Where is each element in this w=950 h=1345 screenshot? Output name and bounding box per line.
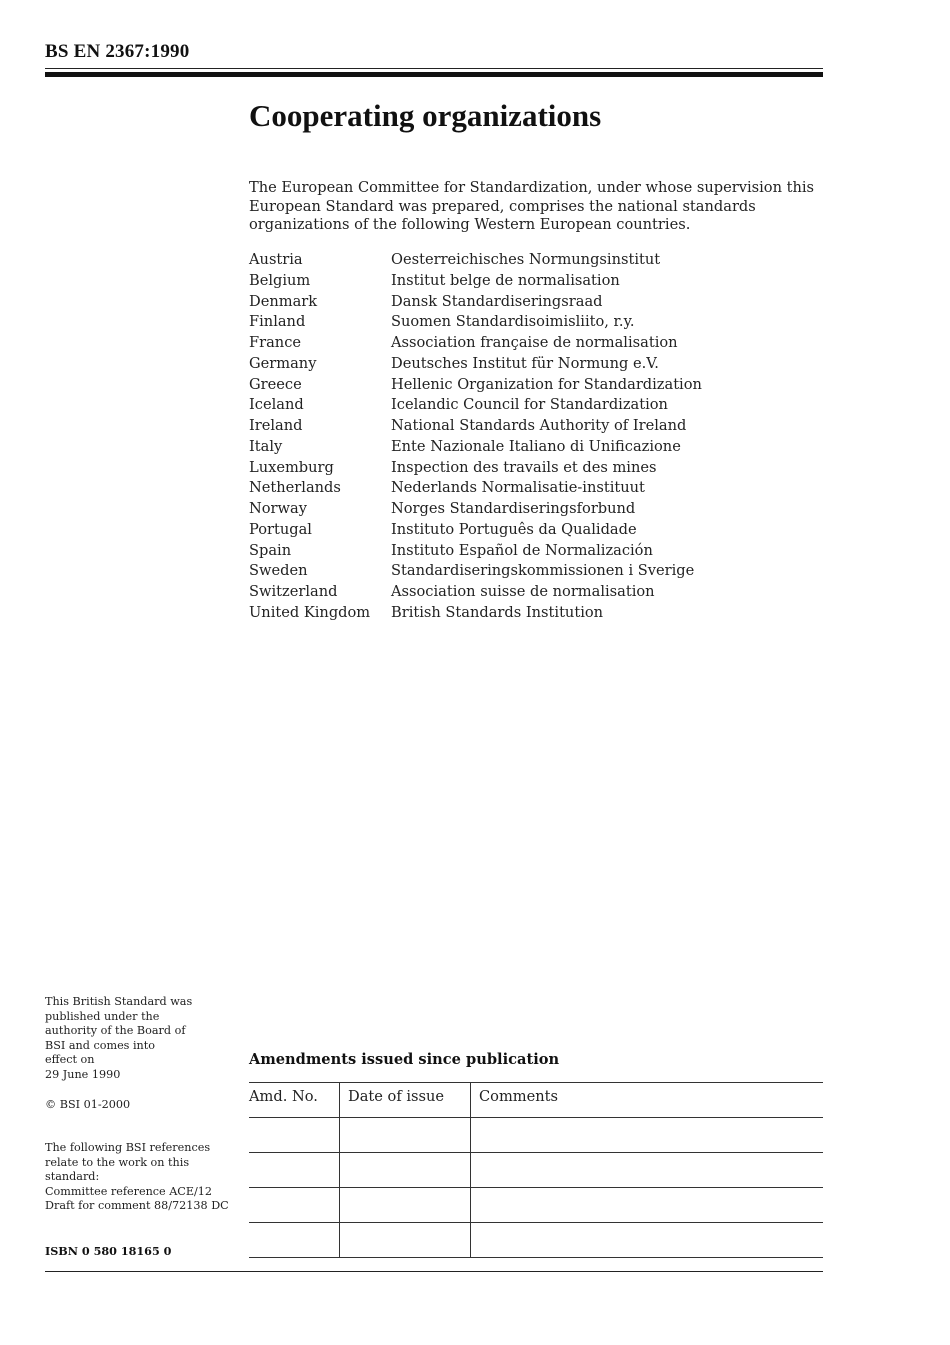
publication-note-line: authority of the Board of [45,1024,186,1037]
amendment-row [249,1118,823,1153]
organization-country: Luxemburg [249,458,334,476]
organization-row [249,416,809,437]
organization-body: Inspection des travails et des mines [391,458,657,476]
intro-paragraph: The European Committee for Standardization, under whose supervision this European Standard was prepared, comprises the national standards organizations of the following Western European countries. [249,179,815,233]
amendment-cell [471,1223,824,1258]
organization-body: Instituto Español de Normalización [391,541,653,559]
header-rule-thick [45,72,823,77]
publication-note-line: This British Standard was [45,995,193,1008]
organization-body: Association française de normalisation [391,334,678,351]
organization-body: National Standards Authority of Ireland [391,417,687,434]
publication-note-line: 29 June 1990 [45,1067,121,1081]
references-note-line: The following BSI references [45,1141,211,1154]
references-note-line: standard: [45,1170,100,1183]
organization-country: Greece [249,375,302,393]
organization-body: Standardiseringskommissionen i Sverige [391,562,695,580]
organization-row [249,271,809,292]
organization-country: Germany [249,354,317,372]
organization-body: Association suisse de normalisation [391,583,655,600]
amendment-row [249,1223,823,1258]
references-note [45,1141,240,1214]
references-note-line: relate to the work on this [45,1155,190,1169]
publication-note-line: published under the [45,1009,160,1023]
organization-country: Netherlands [249,479,341,497]
column-header-date-of-issue: Date of issue [340,1083,471,1118]
column-header-comments: Comments [471,1083,824,1118]
copyright-note: © BSI 01-2000 [45,1098,131,1111]
page-title: Cooperating organizations [249,98,602,133]
organization-body: Suomen Standardisoimisliito, r.y. [391,313,635,331]
organization-body: Norges Standardiseringsforbund [391,500,636,517]
organization-row [249,541,809,562]
amendment-row [249,1153,823,1188]
publication-note-line: BSI and comes into [45,1038,155,1052]
organization-body: Instituto Português da Qualidade [391,520,637,538]
organization-body: Institut belge de normalisation [391,271,620,289]
amendment-cell [249,1188,340,1223]
amendment-cell [471,1153,824,1188]
organization-body: Nederlands Normalisatie-instituut [391,479,645,497]
publication-note-line: effect on [45,1053,95,1066]
document-code: BS EN 2367:1990 [45,41,190,62]
amendment-row [249,1188,823,1223]
amendment-cell [249,1223,340,1258]
organization-country: Switzerland [249,583,338,600]
organization-body: British Standards Institution [391,603,604,621]
amendment-cell [471,1118,824,1153]
organization-row [249,478,809,499]
organizations-list [249,250,809,624]
organization-body: Dansk Standardiseringsraad [391,292,603,310]
amendments-header-row [249,1083,823,1118]
column-header-amd-no: Amd. No. [249,1083,340,1118]
organization-country: Austria [249,251,303,268]
amendments-table [249,1082,823,1258]
organization-body: Hellenic Organization for Standardization [391,375,702,393]
organization-row [249,312,809,333]
organization-country: Norway [249,500,307,517]
organization-row [249,354,809,375]
amendment-cell [471,1188,824,1223]
amendment-cell [340,1223,471,1258]
organization-country: Iceland [249,396,304,414]
amendment-cell [340,1153,471,1188]
organization-row [249,582,809,603]
organization-row [249,499,809,520]
organization-country: Sweden [249,562,308,580]
organization-country: Belgium [249,271,311,289]
references-note-line: Committee reference ACE/12 [45,1184,213,1198]
organization-country: Portugal [249,520,312,538]
organization-row [249,458,809,479]
organization-row [249,437,809,458]
organization-country: Denmark [249,292,318,310]
publication-note [45,995,240,1082]
organization-row [249,250,809,271]
organization-country: United Kingdom [249,603,371,621]
organization-country: Italy [249,437,283,455]
organization-country: Spain [249,541,292,559]
header-rule-thin [45,68,823,69]
amendments-title: Amendments issued since publication [249,1051,560,1068]
organization-body: Icelandic Council for Standardization [391,396,668,414]
organization-country: France [249,334,302,351]
organization-country: Finland [249,313,306,331]
organization-row [249,603,809,624]
organization-row [249,333,809,354]
organization-row [249,561,809,582]
organization-country: Ireland [249,417,303,434]
organization-body: Deutsches Institut für Normung e.V. [391,354,659,372]
organization-body: Oesterreichisches Normungsinstitut [391,251,661,268]
organization-row [249,292,809,313]
references-note-line: Draft for comment 88/72138 DC [45,1199,229,1212]
amendment-cell [249,1118,340,1153]
organization-body: Ente Nazionale Italiano di Unificazione [391,437,681,455]
footer-rule [45,1271,823,1272]
amendment-cell [249,1153,340,1188]
organization-row [249,520,809,541]
amendment-cell [340,1188,471,1223]
isbn: ISBN 0 580 18165 0 [45,1244,172,1258]
amendment-cell [340,1118,471,1153]
organization-row [249,395,809,416]
organization-row [249,375,809,396]
